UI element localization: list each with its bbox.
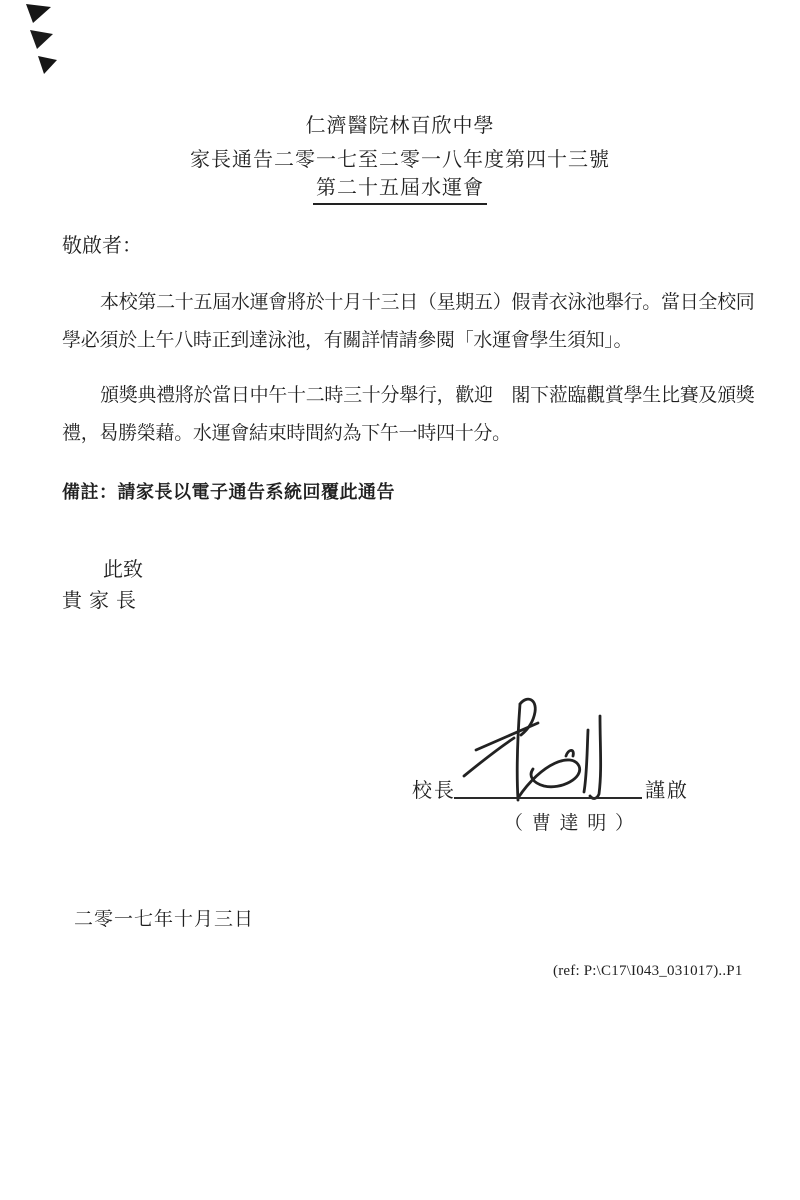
principal-label: 校長: [412, 780, 456, 802]
notice-date: 二零一七年十月三日: [74, 909, 255, 930]
paragraph-2-line-1: 頒獎典禮將於當日中午十二時三十分舉行，歡迎 閣下蒞臨觀賞學生比賽及頒獎: [100, 385, 755, 406]
honorific-label: 謹啟: [645, 780, 689, 802]
paragraph-1: [62, 284, 776, 360]
paragraph-1-line-1: 本校第二十五屆水運會將於十月十三日（星期五）假青衣泳池舉行。當日全校同: [100, 292, 755, 313]
scan-artifact-marks: [20, 2, 68, 80]
principal-signature: [448, 686, 638, 811]
school-name: 仁濟醫院林百欣中學: [305, 115, 495, 137]
remark-line: 備註：請家長以電子通告系統回覆此通告: [62, 482, 395, 502]
salutation: 敬啟者：: [62, 235, 142, 257]
notice-title-line: [0, 176, 800, 205]
paragraph-1-line-2: 學必須於上午八時正到達泳池，有關詳情請參閱「水運會學生須知」。: [62, 330, 633, 351]
paragraph-2-line-2: 禮，曷勝榮藉。水運會結束時間約為下午一時四十分。: [62, 423, 511, 444]
notice-title: 第二十五屆水運會: [313, 176, 487, 205]
paragraph-2: [62, 377, 776, 453]
closing-cizhi: 此致: [103, 559, 143, 581]
file-reference: (ref: P:\C17\I043_031017)..P1: [553, 963, 743, 979]
closing-recipient: 貴家長: [62, 590, 143, 612]
notice-number-line: 家長通告二零一七至二零一八年度第四十三號: [190, 149, 610, 171]
principal-name: （ 曹 達 明 ）: [503, 813, 636, 834]
signature-line: [454, 797, 642, 799]
